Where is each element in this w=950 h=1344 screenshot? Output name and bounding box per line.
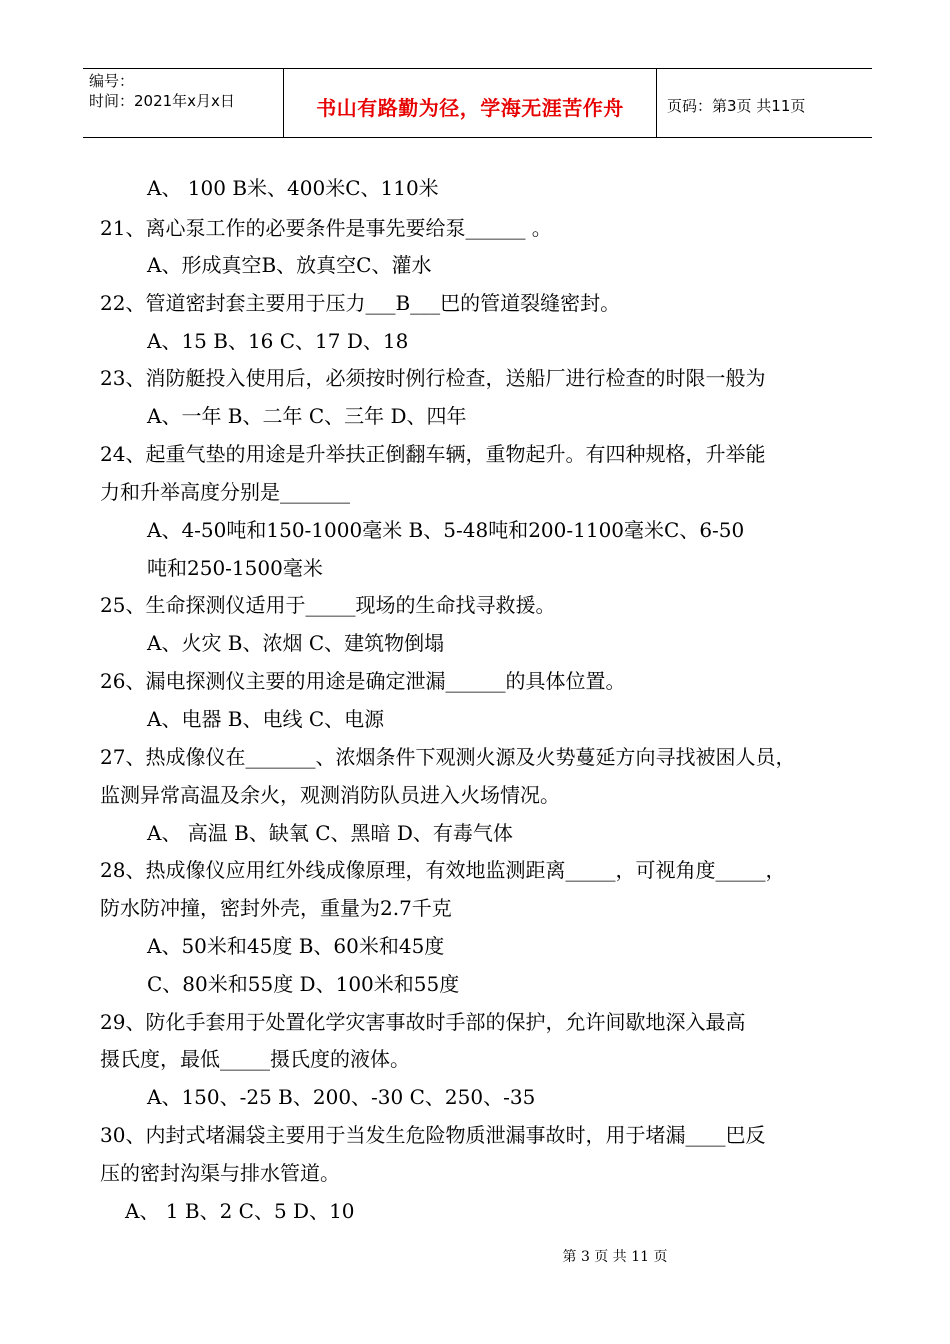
option-line: A、150、-25 B、200、-30 C、250、-35 (147, 1085, 536, 1109)
code-label: 编号： (89, 72, 135, 90)
option-line: A、15 B、16 C、17 D、18 (147, 329, 409, 353)
question-28: 28、热成像仪应用红外线成像原理，有效地监测距离_____，可视角度_____， (100, 858, 786, 882)
option-line: C、80米和55度 D、100米和55度 (147, 972, 460, 996)
question-29: 29、防化手套用于处置化学灾害事故时手部的保护，允许间歇地深入最高 (100, 1010, 746, 1034)
question-23: 23、消防艇投入使用后，必须按时例行检查，送船厂进行检查的时限一般为 (100, 366, 766, 390)
option-line: A、4-50吨和150-1000毫米 B、5-48吨和200-1100毫米C、6-50 (147, 518, 745, 542)
date-label: 时间：2021年x月x日 (89, 92, 235, 110)
header-meta (83, 69, 284, 137)
option-line: A、形成真空B、放真空C、灌水 (147, 253, 432, 277)
page-footer: 第 3 页 共 11 页 (562, 1249, 668, 1265)
question-22: 22、管道密封套主要用于压力___B___巴的管道裂缝密封。 (100, 291, 621, 315)
question-25: 25、生命探测仪适用于_____现场的生命找寻救援。 (100, 593, 556, 617)
question-26: 26、漏电探测仪主要的用途是确定泄漏______的具体位置。 (100, 669, 626, 693)
option-line: A、 高温 B、缺氧 C、黑暗 D、有毒气体 (147, 821, 513, 845)
header-page-label: 页码：第3页 共11页 (667, 96, 806, 115)
option-line: A、电器 B、电线 C、电源 (147, 707, 385, 731)
page-header (83, 68, 872, 138)
question-28-cont: 防水防冲撞，密封外壳，重量为2.7千克 (100, 896, 452, 920)
question-27: 27、热成像仪在_______、浓烟条件下观测火源及火势蔓延方向寻找被困人员， (100, 745, 796, 769)
question-29-cont: 摄氏度，最低_____摄氏度的液体。 (100, 1047, 410, 1071)
header-motto: 书山有路勤为径，学海无涯苦作舟 (284, 69, 657, 137)
question-27-cont: 监测异常高温及余火，观测消防队员进入火场情况。 (100, 783, 560, 807)
question-30: 30、内封式堵漏袋主要用于当发生危险物质泄漏事故时，用于堵漏____巴反 (100, 1123, 766, 1147)
option-line: A、 100 B米、400米C、110米 (147, 176, 439, 200)
option-line: A、一年 B、二年 C、三年 D、四年 (147, 404, 467, 428)
question-24-cont: 力和升举高度分别是_______ (100, 480, 350, 504)
option-line: A、 1 B、2 C、5 D、10 (125, 1199, 355, 1223)
question-30-cont: 压的密封沟渠与排水管道。 (100, 1161, 340, 1185)
option-line: A、50米和45度 B、60米和45度 (147, 934, 445, 958)
option-line: A、火灾 B、浓烟 C、建筑物倒塌 (147, 631, 445, 655)
question-21: 21、离心泵工作的必要条件是事先要给泵______ 。 (100, 216, 552, 240)
option-line-cont: 吨和250-1500毫米 (147, 556, 323, 580)
question-24: 24、起重气垫的用途是升举扶正倒翻车辆，重物起升。有四种规格，升举能 (100, 442, 766, 466)
